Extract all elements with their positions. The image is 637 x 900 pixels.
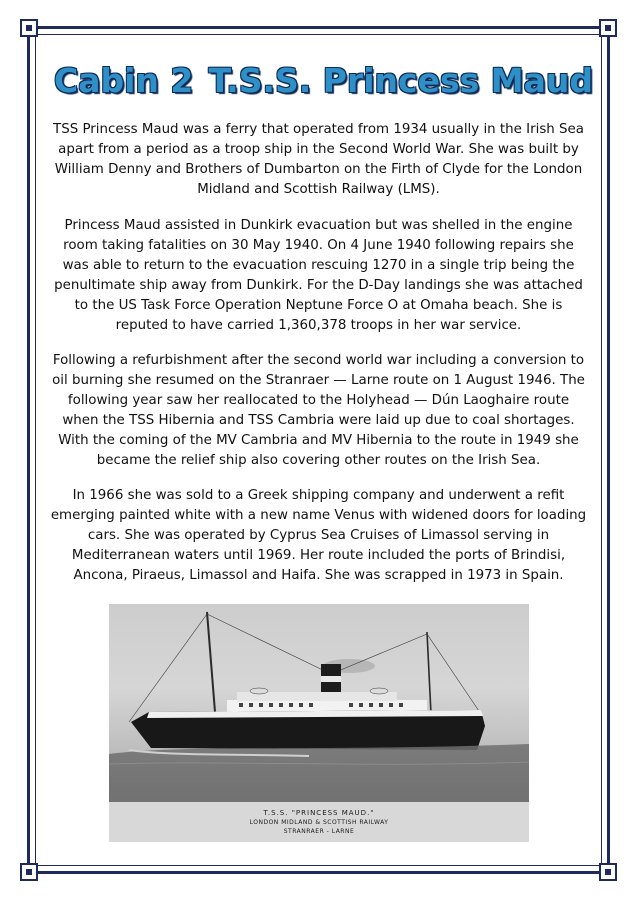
corner-ornament-top-left [20, 19, 38, 37]
paragraph-history: TSS Princess Maud was a ferry that operated from 1934 usually in the Irish Sea apart from a period as a troop ship in the Second World War. She was built by William Denny and Brothers of Dumbarton on the Firth of Clyde for the London Midland and Scottish Railway (LMS). [53, 122, 584, 197]
corner-ornament-bottom-right [599, 863, 617, 881]
corner-ornament-bottom-left [20, 863, 38, 881]
paragraph-war-service: Princess Maud assisted in Dunkirk evacuation but was shelled in the engine room taking fatalities on 30 May 1940. On 4 June 1940 following repairs she was able to return to the evacuation rescuing 1270 in a single trip being the penultimate ship away from Dunkirk. For the D-Day landings she was attached to the US Task Force Operation Neptune Force O at Omaha beach. She is reputed to have carried 1,360,378 troops in her war service. [54, 218, 583, 333]
paragraph-postwar: Following a refurbishment after the second world war including a conversion to oil burning she resumed on the Stranraer — Larne route on 1 August 1946. The following year saw her reallocated to the Holyhead — Dún Laoghaire route when the TSS Hibernia and TSS Cambria were laid up due to coal shortages. With the coming of the MV Cambria and MV Hibernia to the route in 1949 she became the relief ship also covering other routes on the Irish Sea. [52, 353, 585, 468]
corner-ornament-top-right [599, 19, 617, 37]
photo-caption-route: STRANRAER - LARNE [283, 828, 355, 835]
paragraph-later-years: In 1966 she was sold to a Greek shipping company and underwent a refit emerging painted white with a new name Venus with widened doors for loading cars. She was operated by Cyprus Sea Cruises of Limassol serving in Mediterranean waters until 1969. Her route included the ports of Brindisi, Ancona, Piraeus, Limassol and Haifa. She was scrapped in 1973 in Spain. [50, 488, 587, 583]
ship-title: T.S.S. Princess Maud [208, 60, 593, 100]
ship-illustration [109, 604, 529, 842]
ship-photograph [109, 604, 529, 842]
photo-caption-title: T.S.S. "PRINCESS MAUD." [263, 809, 375, 817]
page-title [44, 52, 593, 108]
photo-caption-railway: LONDON MIDLAND & SCOTTISH RAILWAY [249, 819, 389, 826]
cabin-label: Cabin 2 [54, 60, 194, 100]
